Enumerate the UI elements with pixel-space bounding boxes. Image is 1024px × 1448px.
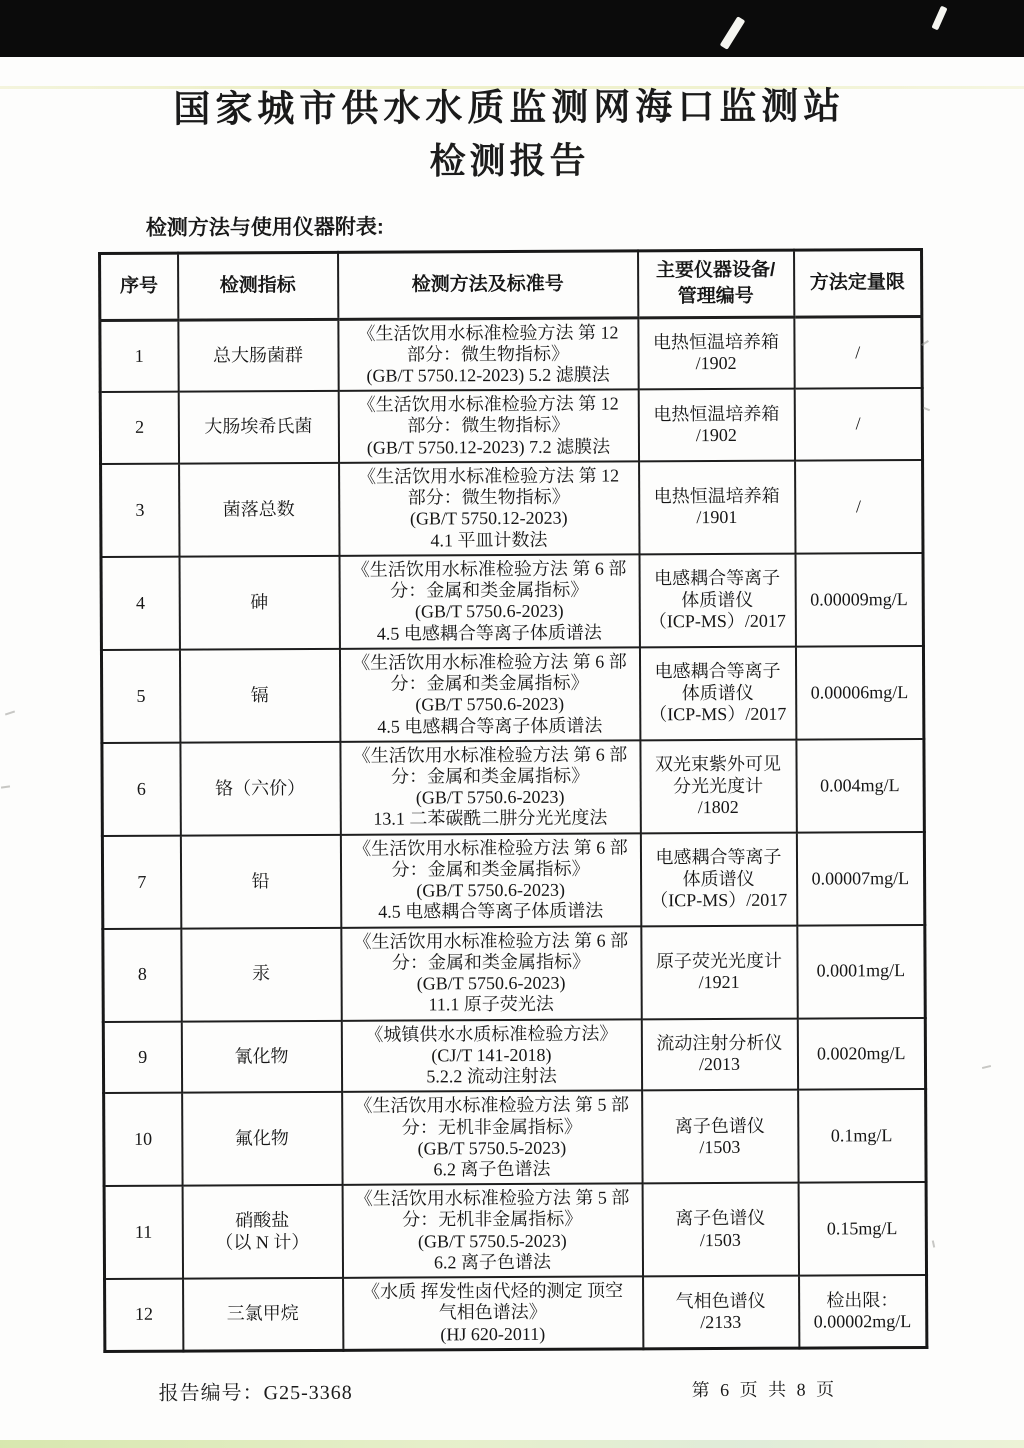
cell-method-standard: 《生活饮用水标准检验方法 第 12 部分：微生物指标》 (GB/T 5750.12-2023) 7.2 滤膜法: [338, 390, 638, 463]
cell-method-standard: 《生活饮用水标准检验方法 第 5 部 分：无机非金属指标》 (GB/T 5750.5-2023) 6.2 离子色谱法: [342, 1184, 642, 1278]
column-header-1: 检测指标: [178, 253, 338, 320]
cell-indicator: 菌落总数: [179, 463, 339, 557]
cell-quant-limit: 0.15mg/L: [798, 1182, 926, 1276]
cell-indicator: 大肠埃希氏菌: [178, 391, 338, 463]
table-row: [104, 1182, 926, 1279]
cell-row-number: 11: [104, 1186, 182, 1279]
cell-quant-limit: 0.00009mg/L: [795, 553, 923, 647]
column-header-2: 检测方法及标准号: [338, 251, 638, 319]
cell-indicator: 砷: [179, 556, 339, 650]
cell-method-standard: 《城镇供水水质标准检验方法》 (CJ/T 141-2018) 5.2.2 流动注射法: [341, 1019, 641, 1092]
cell-method-standard: 《生活饮用水标准检验方法 第 6 部 分：金属和类金属指标》 (GB/T 5750.6-2023) 4.5 电感耦合等离子体质谱法: [339, 647, 639, 741]
cell-method-standard: 《生活饮用水标准检验方法 第 6 部 分：金属和类金属指标》 (GB/T 5750.6-2023) 4.5 电感耦合等离子体质谱法: [339, 554, 639, 648]
table-caption: 检测方法与使用仪器附表:: [145, 215, 384, 241]
cell-instrument: 流动注射分析仪 /2013: [641, 1018, 797, 1090]
page-footer: [4, 1372, 1024, 1407]
cell-instrument: 电感耦合等离子 体质谱仪 （ICP-MS）/2017: [639, 646, 795, 740]
page-number-info: 第 6 页 共 8 页: [691, 1379, 838, 1400]
table-row: [105, 1275, 927, 1351]
cell-quant-limit: /: [794, 388, 922, 460]
cell-instrument: 双光束紫外可见 分光光度计 /1802: [640, 739, 796, 833]
cell-row-number: 5: [101, 649, 179, 742]
cell-indicator: 汞: [181, 927, 341, 1021]
cell-indicator: 总大肠菌群: [178, 319, 338, 392]
report-title-line1: 国家城市供水水质监测网海口监测站: [173, 85, 846, 130]
cell-method-standard: 《生活饮用水标准检验方法 第 6 部 分：金属和类金属指标》 (GB/T 5750.6-2023) 4.5 电感耦合等离子体质谱法: [340, 833, 640, 927]
cell-method-standard: 《水质 挥发性卤代烃的测定 顶空 气相色谱法》 (HJ 620-2011): [343, 1277, 643, 1351]
cell-quant-limit: 检出限： 0.00002mg/L: [799, 1275, 927, 1348]
table-header-row: [100, 250, 922, 320]
cell-row-number: 10: [104, 1093, 182, 1186]
table-row: [102, 832, 924, 929]
cell-instrument: 电热恒温培养箱 /1902: [638, 389, 794, 461]
cell-quant-limit: 0.0020mg/L: [797, 1018, 925, 1090]
cell-row-number: 1: [100, 320, 178, 393]
table-header: [100, 250, 922, 320]
cell-method-standard: 《生活饮用水标准检验方法 第 6 部 分：金属和类金属指标》 (GB/T 5750.6-2023) 13.1 二苯碳酰二肼分光光度法: [340, 740, 640, 834]
cell-quant-limit: 0.1mg/L: [798, 1089, 926, 1183]
cell-quant-limit: /: [795, 460, 923, 554]
table-row: [103, 925, 925, 1022]
cell-row-number: 4: [101, 557, 179, 650]
cell-instrument: 电热恒温培养箱 /1902: [638, 317, 794, 390]
cell-row-number: 12: [105, 1279, 183, 1352]
cell-quant-limit: 0.00007mg/L: [796, 832, 924, 926]
cell-row-number: 9: [103, 1021, 181, 1093]
report-title-line2: 检测报告: [429, 139, 590, 182]
scan-bottom-strip: [0, 1440, 1024, 1448]
cell-quant-limit: /: [794, 316, 922, 389]
cell-row-number: 7: [102, 835, 180, 928]
table-row: [100, 316, 922, 392]
cell-row-number: 8: [103, 928, 181, 1021]
table-row: [100, 388, 922, 464]
methods-instruments-table: [98, 248, 928, 1353]
cell-indicator: 氰化物: [181, 1020, 341, 1092]
cell-indicator: 镉: [179, 649, 339, 743]
cell-instrument: 离子色谱仪 /1503: [642, 1183, 798, 1277]
cell-instrument: 电热恒温培养箱 /1901: [639, 461, 795, 555]
cell-row-number: 6: [102, 742, 180, 835]
cell-method-standard: 《生活饮用水标准检验方法 第 12 部分：微生物指标》 (GB/T 5750.12-2023) 5.2 滤膜法: [338, 317, 638, 391]
page-content: [0, 55, 1024, 1408]
cell-quant-limit: 0.004mg/L: [796, 739, 924, 833]
scan-top-black-bar: [0, 0, 1024, 57]
scan-artifact-slash: [931, 6, 947, 31]
scan-artifact-slash: [720, 16, 746, 50]
table-row: [103, 1018, 925, 1094]
cell-method-standard: 《生活饮用水标准检验方法 第 5 部 分：无机非金属指标》 (GB/T 5750.5-2023) 6.2 离子色谱法: [342, 1091, 642, 1185]
cell-indicator: 铬（六价）: [180, 742, 340, 836]
cell-row-number: 3: [101, 464, 179, 557]
table-row: [101, 460, 923, 557]
table-row: [104, 1089, 926, 1186]
cell-quant-limit: 0.00006mg/L: [795, 646, 923, 740]
cell-row-number: 2: [100, 392, 178, 464]
cell-indicator: 硝酸盐 （以 N 计）: [182, 1185, 342, 1279]
cell-indicator: 三氯甲烷: [183, 1278, 343, 1351]
cell-instrument: 气相色谱仪 /2133: [643, 1276, 799, 1349]
cell-instrument: 原子荧光光度计 /1921: [641, 925, 797, 1019]
report-number: 报告编号：G25-3368: [158, 1381, 353, 1405]
column-header-3: 主要仪器设备/ 管理编号: [638, 250, 794, 317]
cell-indicator: 铅: [180, 835, 340, 929]
table-row: [101, 553, 923, 650]
cell-method-standard: 《生活饮用水标准检验方法 第 6 部 分：金属和类金属指标》 (GB/T 5750.6-2023) 11.1 原子荧光法: [341, 926, 641, 1020]
cell-instrument: 电感耦合等离子 体质谱仪 （ICP-MS）/2017: [639, 553, 795, 647]
cell-instrument: 电感耦合等离子 体质谱仪 （ICP-MS）/2017: [640, 832, 796, 926]
cell-quant-limit: 0.0001mg/L: [797, 925, 925, 1019]
table-row: [102, 739, 924, 836]
column-header-0: 序号: [100, 253, 178, 320]
cell-instrument: 离子色谱仪 /1503: [642, 1090, 798, 1184]
table-body: [100, 316, 927, 1351]
table-row: [101, 646, 923, 743]
column-header-4: 方法定量限: [794, 250, 922, 317]
cell-method-standard: 《生活饮用水标准检验方法 第 12 部分：微生物指标》 (GB/T 5750.12-2023) 4.1 平皿计数法: [339, 461, 639, 555]
cell-indicator: 氟化物: [182, 1092, 342, 1186]
